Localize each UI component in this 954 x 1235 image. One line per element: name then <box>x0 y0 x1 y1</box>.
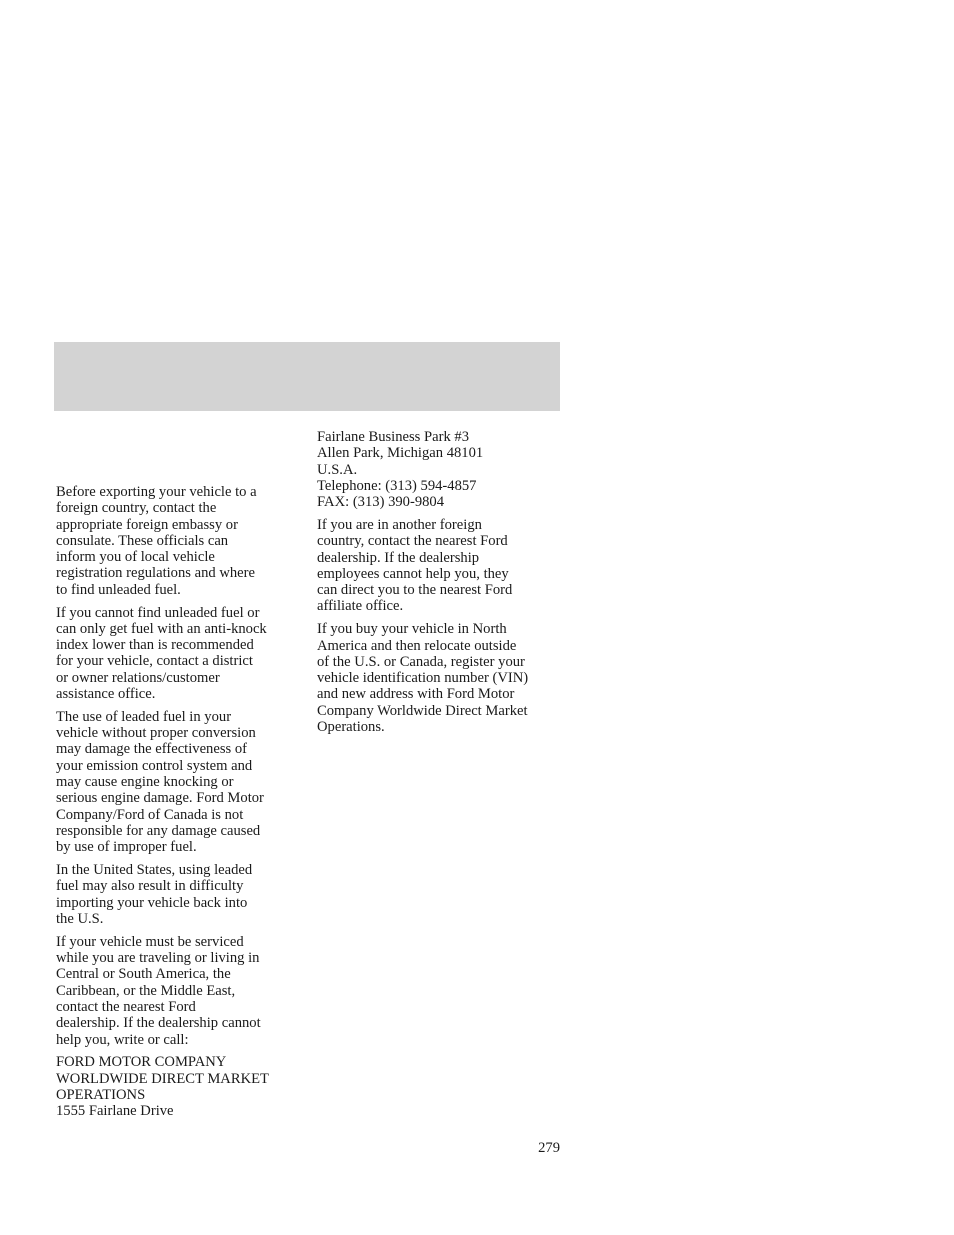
paragraph-other-country: If you are in another foreign country, contact the nearest Ford dealership. If the dealership employees cannot help you, they can direct you to the nearest Ford affiliate office. <box>317 516 513 615</box>
page-number: 279 <box>538 1140 560 1156</box>
paragraph-us-import: In the United States, using leaded fuel may also result in difficulty importing your vehicle back into the U.S. <box>56 862 253 927</box>
address-block-end: Fairlane Business Park #3 Allen Park, Michigan 48101 U.S.A. Telephone: (313) 594-4857 FAX: (313) 390-9804 <box>317 429 484 511</box>
paragraph-relocation-vin: If you buy your vehicle in North America and then relocate outside of the U.S. or Canada, register your vehicle identification number (VIN) and new address with Ford Motor Company Worldwide Direct Market Operations. <box>317 621 529 736</box>
left-text-column <box>56 484 300 1126</box>
paragraph-leaded-fuel-warning: The use of leaded fuel in your vehicle without proper conversion may damage the effectiveness of your emission control system and may cause engine knocking or serious engine damage. Ford Motor Company/Ford of Canada is not responsible for any damage caused by use of improper fuel. <box>56 708 264 856</box>
address-block-start: FORD MOTOR COMPANY WORLDWIDE DIRECT MARKET OPERATIONS 1555 Fairlane Drive <box>56 1054 269 1120</box>
right-text-column <box>317 429 561 742</box>
section-header-band <box>54 342 560 411</box>
paragraph-unleaded-fuel: If you cannot find unleaded fuel or can only get fuel with an anti-knock index lower than is recommended for your vehicle, contact a district or owner relations/customer assistance office. <box>56 604 267 703</box>
paragraph-service-abroad: If your vehicle must be serviced while you are traveling or living in Central or South America, the Caribbean, or the Middle East, contact the nearest Ford dealership. If the dealership cannot help you, write or call: <box>56 933 261 1048</box>
paragraph-export-contact: Before exporting your vehicle to a foreign country, contact the appropriate foreign embassy or consulate. These officials can inform you of local vehicle registration regulations and where to find unleaded fuel. <box>56 484 257 598</box>
